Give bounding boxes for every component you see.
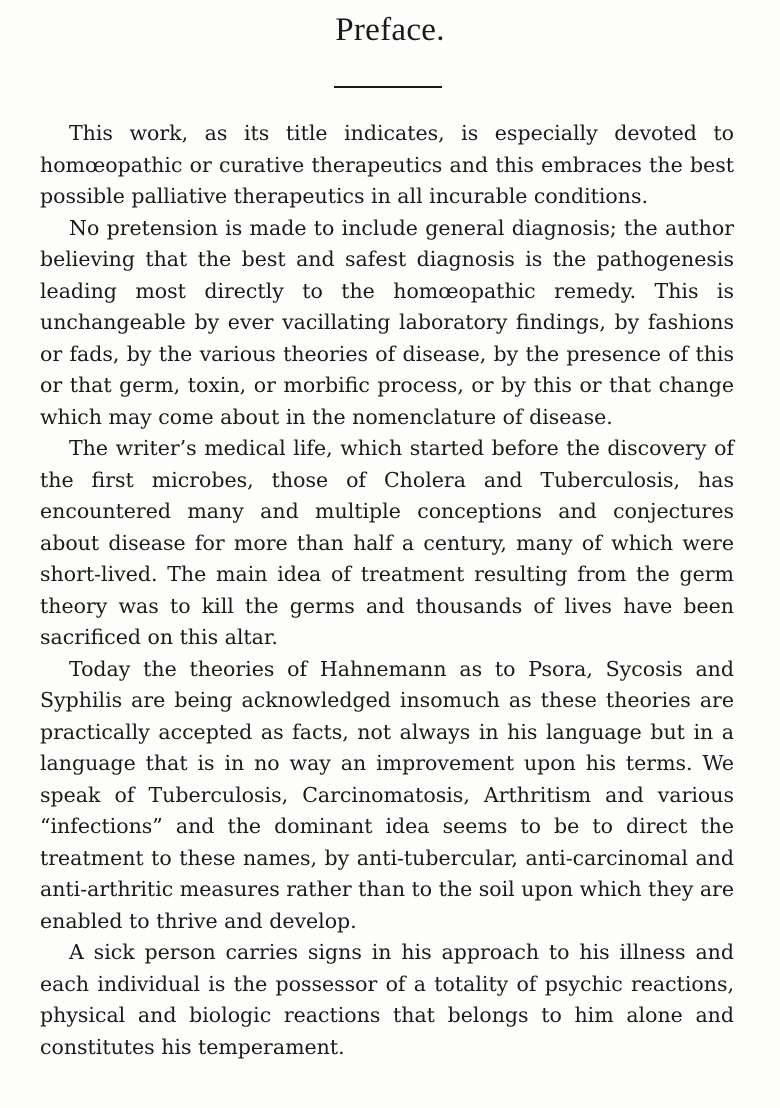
paragraph-3: The writer’s medical life, which started before the discovery of the first microbes, those of Cholera and Tuberculosis, has encountered many and multiple conceptions and conjectures about disease for more than half a century, many of which were short-lived. The main idea of treatment resulting from the germ theory was to kill the germs and thousands of lives have been sacrificed on this altar.	[40, 436, 734, 649]
title-divider	[334, 86, 442, 88]
paragraph-5: A sick person carries signs in his approach to his illness and each individual is the possessor of a totality of psychic reactions, physical and biologic reactions that belongs to him alone and constitutes his temperament.	[40, 940, 734, 1059]
page-title: Preface.	[335, 12, 445, 48]
paragraph-1: This work, as its title indicates, is especially devoted to homœopathic or curative therapeutics and this embraces the best possible palliative therapeutics in all incurable conditions.	[40, 121, 734, 208]
paragraph-4: Today the theories of Hahnemann as to Psora, Sycosis and Syphilis are being acknowledged insomuch as these theories are practically accepted as facts, not always in his language but in a language that is in no way an improvement upon his terms. We speak of Tuberculosis, Carcinomatosis, Arthritism and various “infections” and the dominant idea seems to be to direct the treatment to these names, by anti-tubercular, anti-carcinomal and anti-arthritic measures rather than to the soil upon which they are enabled to thrive and develop.	[40, 656, 734, 933]
paragraph-2: No pretension is made to include general diagnosis; the author believing that the best and safest diagnosis is the pathogenesis leading most directly to the homœopathic remedy. This is unchangeable by ever vacillating laboratory findings, by fashions or fads, by the various theories of disease, by the presence of this or that germ, toxin, or morbific process, or by this or that change which may come about in the nomenclature of disease.	[40, 215, 734, 429]
preface-body	[40, 118, 734, 1063]
